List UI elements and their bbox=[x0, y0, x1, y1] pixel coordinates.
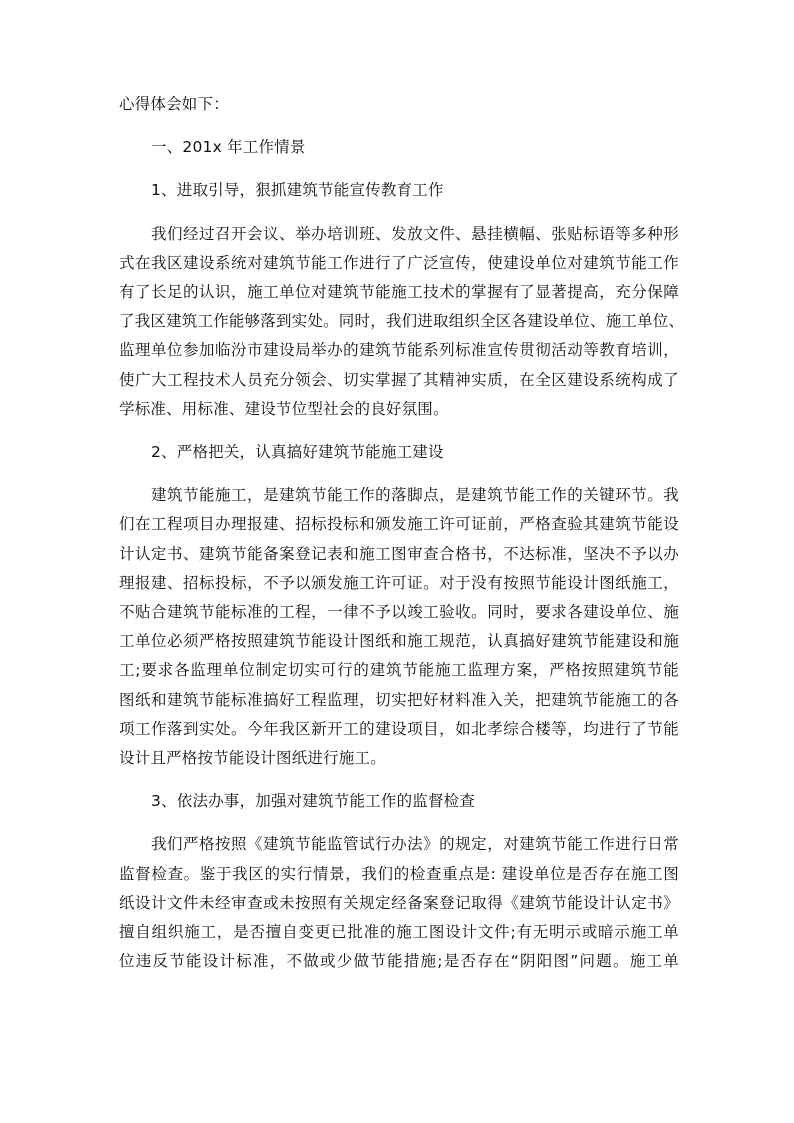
intro-paragraph bbox=[119, 90, 679, 119]
body-line: 工;要求各监理单位制定切实可行的建筑节能施工监理方案，严格按照建筑节能 bbox=[119, 661, 679, 680]
item-heading: 2、严格把关，认真搞好建筑节能施工建设 bbox=[151, 443, 444, 462]
body-line: 工单位必须严格按照建筑节能设计图纸和施工规范，认真搞好建筑节能建设和施 bbox=[119, 632, 679, 651]
item-3-body bbox=[119, 830, 679, 976]
body-line: 们在工程项目办理报建、招标投标和颁发施工许可证前，严格查验其建筑节能设 bbox=[119, 515, 679, 534]
body-line: 不贴合建筑节能标准的工程，一律不予以竣工验收。同时，要求各建设单位、施 bbox=[119, 603, 679, 622]
body-line: 计认定书、建筑节能备案登记表和施工图审查合格书，不达标准，坚决不予以办 bbox=[119, 544, 679, 563]
body-line: 位违反节能设计标准，不做或少做节能措施;是否存在“阴阳图”问题。施工单 bbox=[119, 952, 679, 971]
body-line: 式在我区建设系统对建筑节能工作进行了广泛宣传，使建设单位对建筑节能工作 bbox=[119, 253, 679, 272]
item-3-heading-paragraph bbox=[119, 787, 679, 816]
body-line: 监理单位参加临汾市建设局举办的建筑节能系列标准宣传贯彻活动等教育培训， bbox=[119, 341, 679, 360]
item-heading: 3、依法办事，加强对建筑节能工作的监督检查 bbox=[151, 792, 476, 811]
intro-text: 心得体会如下： bbox=[119, 95, 229, 113]
body-line: 建筑节能施工，是建筑节能工作的落脚点，是建筑节能工作的关键环节。我 bbox=[151, 486, 679, 505]
body-line: 我们经过召开会议、举办培训班、发放文件、悬挂横幅、张贴标语等多种形 bbox=[151, 224, 679, 243]
body-line: 擅自组织施工，是否擅自变更已批准的施工图设计文件;有无明示或暗示施工单 bbox=[119, 923, 679, 942]
body-line: 图纸和建筑节能标准搞好工程监理，切实把好材料准入关，把建筑节能施工的各 bbox=[119, 690, 679, 709]
document-page bbox=[119, 90, 685, 990]
body-line: 有了长足的认识，施工单位对建筑节能施工技术的掌握有了显著提高，充分保障 bbox=[119, 283, 679, 302]
body-line: 理报建、招标投标，不予以颁发施工许可证。对于没有按照节能设计图纸施工， bbox=[119, 573, 679, 592]
item-2-heading-paragraph bbox=[119, 438, 679, 467]
body-line: 了我区建筑工作能够落到实处。同时，我们进取组织全区各建设单位、施工单位、 bbox=[119, 312, 685, 331]
section-title-paragraph bbox=[119, 133, 679, 162]
item-1-body bbox=[119, 220, 685, 424]
item-2-body bbox=[119, 481, 679, 773]
item-heading: 1、进取引导，狠抓建筑节能宣传教育工作 bbox=[151, 181, 444, 200]
item-1-heading-paragraph bbox=[119, 176, 679, 205]
body-line: 我们严格按照《建筑节能监管试行办法》的规定，对建筑节能工作进行日常 bbox=[151, 835, 679, 854]
section-title: 一、201x 年工作情景 bbox=[151, 138, 306, 157]
body-line: 学标准、用标准、建设节位型社会的良好氛围。 bbox=[119, 399, 449, 418]
body-line: 纸设计文件未经审查或未按照有关规定经备案登记取得《建筑节能设计认定书》 bbox=[119, 893, 679, 912]
body-line: 使广大工程技术人员充分领会、切实掌握了其精神实质，在全区建设系统构成了 bbox=[119, 370, 679, 389]
body-line: 项工作落到实处。今年我区新开工的建设项目，如北孝综合楼等，均进行了节能 bbox=[119, 719, 679, 738]
body-line: 设计且严格按节能设计图纸进行施工。 bbox=[119, 749, 386, 768]
body-line: 监督检查。鉴于我区的实行情景，我们的检查重点是: 建设单位是否存在施工图 bbox=[119, 864, 679, 883]
